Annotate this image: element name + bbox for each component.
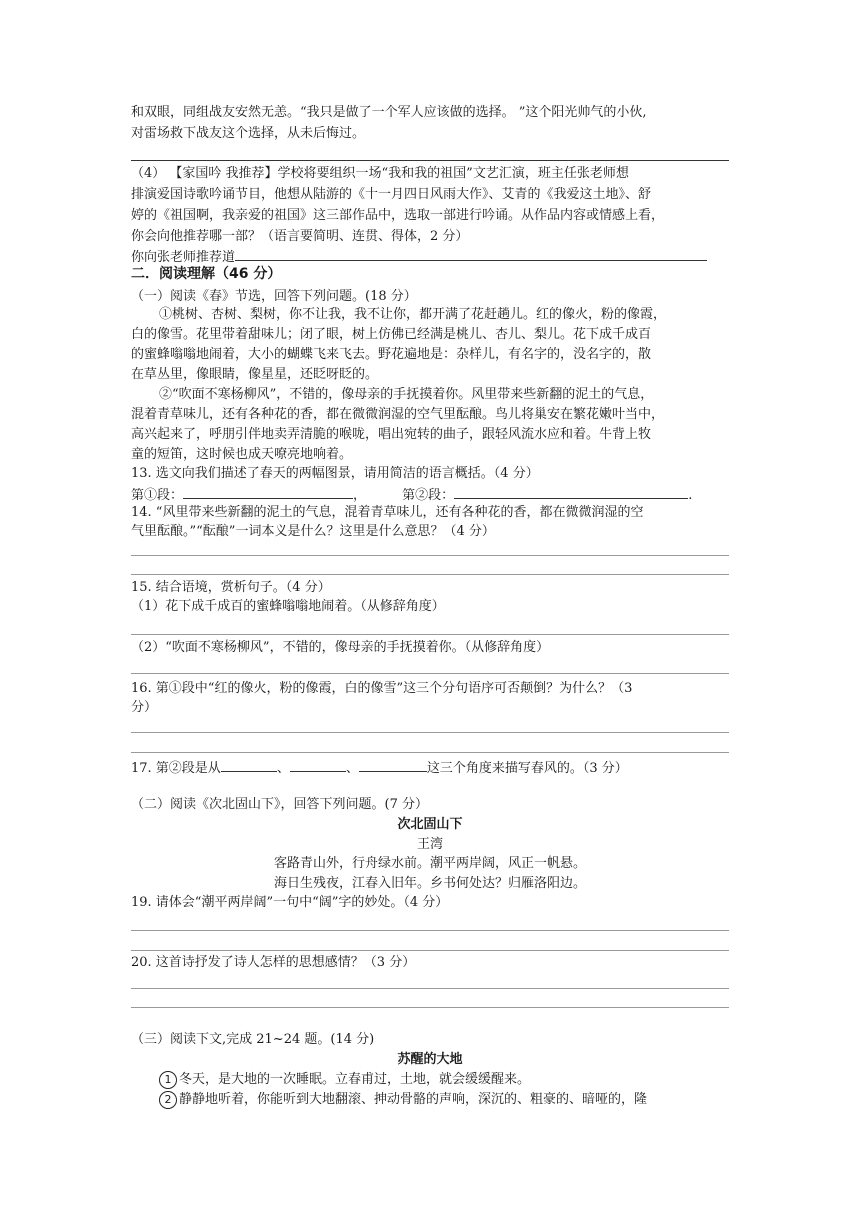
- passage-line: 混着青草味儿，还有各种花的香，都在微微润湿的空气里酝酿。鸟儿将巢安在繁花嫩叶当中，: [131, 407, 665, 422]
- passage-line: ①桃树、杏树、梨树，你不让我，我不让你，都开满了花赶趟儿。红的像火，粉的像霞，: [159, 307, 667, 322]
- punctuation: 、: [276, 761, 290, 776]
- passage-line: 在草丛里，像眼睛，像星星，还眨呀眨的。: [131, 367, 379, 382]
- poem-line: 客路青山外，行舟绿水前。潮平两岸阔，风正一帆悬。: [273, 856, 586, 871]
- q13-label-1: 第①段：: [131, 488, 184, 503]
- article-title: 苏醒的大地: [397, 1052, 463, 1067]
- q17-text: 17. 第②段是从: [131, 761, 221, 776]
- paragraph-number-circle: 1: [159, 1071, 177, 1089]
- question-4-line: （4） 【家国吟 我推荐】学校将要组织一场“我和我的祖国”文艺汇演，班主任张老师想: [131, 166, 629, 181]
- question-17: [131, 757, 731, 779]
- part-3-intro: （三）阅读下文,完成 21~24 题。(14 分): [131, 1032, 375, 1047]
- passage-line: 童的短笛，这时候也成天嘹亮地响着。: [131, 447, 353, 462]
- text-line: 对雷场救下战友这个选择，从未后悔过。: [131, 126, 366, 141]
- answer-line[interactable]: [131, 673, 729, 674]
- question-16-line: 16. 第①段中“红的像火，粉的像霞，白的像雪”这三个分句语序可否颠倒？为什么？（3: [131, 681, 633, 696]
- answer-blank[interactable]: [221, 757, 277, 772]
- answer-line[interactable]: [131, 634, 729, 635]
- question-15: 15. 结合语境，赏析句子。（4 分）: [131, 580, 331, 595]
- answer-blank[interactable]: [290, 757, 346, 772]
- answer-blank[interactable]: [454, 484, 688, 499]
- answer-line[interactable]: [131, 732, 729, 733]
- part-1-intro: （一）阅读《春》节选，回答下列问题。(18 分）: [131, 289, 417, 304]
- question-13: 13. 选文向我们描述了春天的两幅图景，请用简洁的语言概括。（4 分）: [131, 466, 539, 481]
- article-paragraph: [159, 1070, 759, 1090]
- answer-blank[interactable]: [183, 484, 353, 499]
- answer-line[interactable]: [131, 930, 729, 931]
- passage-line: 高兴起来了，呼朋引伴地卖弄清脆的喉咙，唱出宛转的曲子，跟轻风流水应和着。牛背上牧: [131, 427, 652, 442]
- answer-line[interactable]: [131, 1007, 729, 1008]
- q17-text: 这三个角度来描写春风的。（3 分）: [426, 761, 628, 776]
- paragraph-text: 冬天，是大地的一次睡眠。立春甫过，土地，就会缓缓醒来。: [179, 1072, 531, 1087]
- question-16-line: 分）: [131, 700, 158, 715]
- question-19: 19. 请体会“潮平两岸阔”一句中“阔”字的妙处。（4 分）: [131, 895, 449, 910]
- poem-title: 次北固山下: [397, 817, 463, 832]
- poem-line: 海日生残夜，江春入旧年。乡书何处达？归雁洛阳边。: [273, 876, 586, 891]
- answer-line[interactable]: [131, 950, 729, 951]
- paragraph-number-circle: 2: [159, 1091, 177, 1109]
- question-14-line: 气里酝酿。”“酝酿”一词本义是什么？这里是什么意思？（4 分）: [131, 524, 495, 539]
- answer-blank[interactable]: [359, 757, 427, 772]
- passage-line: ②“吹面不寒杨柳风”，不错的，像母亲的手抚摸着你。风里带来些新翻的泥土的气息，: [159, 387, 654, 402]
- q13-label-2: 第②段：: [402, 488, 455, 503]
- question-20: 20. 这首诗抒发了诗人怎样的思想感情？（3 分）: [131, 955, 416, 970]
- question-4-line: 你会向他推荐哪一部？（语言要简明、连贯、得体，2 分）: [131, 229, 469, 244]
- answer-line[interactable]: [131, 988, 729, 989]
- passage-line: 的蜜蜂嗡嗡地闹着，大小的蝴蝶飞来飞去。野花遍地是：杂样儿，有名字的，没名字的，散: [131, 347, 652, 362]
- text-line: 和双眼，同组战友安然无恙。“我只是做了一个军人应该做的选择。 ”这个阳光帅气的小伙,: [131, 105, 647, 120]
- poem-author: 王湾: [416, 837, 443, 852]
- article-paragraph: [159, 1090, 759, 1110]
- answer-line[interactable]: [131, 574, 729, 575]
- part-2-intro: （二）阅读《次北固山下》，回答下列问题。(7 分）: [131, 797, 428, 812]
- answer-blank[interactable]: [235, 246, 707, 261]
- divider: [131, 160, 729, 161]
- paragraph-text: 静静地听着，你能听到大地翻滚、抻动骨骼的声响，深沉的、粗豪的、暗哑的，隆: [179, 1092, 648, 1107]
- question-15-2: （2）“吹面不寒杨柳风”，不错的，像母亲的手抚摸着你。（从修辞角度）: [131, 640, 550, 655]
- punctuation: 、: [345, 761, 359, 776]
- section-2-heading: 二．阅读理解（46 分）: [131, 266, 282, 282]
- q4-answer-prefix: 你向张老师推荐道: [131, 250, 236, 265]
- question-4-line: 婷的《祖国啊，我亲爱的祖国》这三部作品中，选取一部进行吟诵。从作品内容或情感上看，: [131, 208, 665, 223]
- punctuation: .: [688, 488, 693, 503]
- question-15-1: （1）花下成千成百的蜜蜂嗡嗡地闹着。（从修辞角度）: [131, 599, 445, 614]
- question-14-line: 14. “风里带来些新翻的泥土的气息，混着青草味儿，还有各种花的香，都在微微润湿的空: [131, 505, 644, 520]
- question-4-line: 排演爱国诗歌吟诵节目，他想从陆游的《十一月四日风雨大作》、艾青的《我爱这土地》、舒: [131, 187, 652, 202]
- passage-line: 白的像雪。花里带着甜味儿；闭了眼，树上仿佛已经满是桃儿、杏儿、梨儿。花下成千成百: [131, 327, 652, 342]
- answer-line[interactable]: [131, 752, 729, 753]
- answer-line[interactable]: [131, 555, 729, 556]
- punctuation: ，: [353, 488, 367, 503]
